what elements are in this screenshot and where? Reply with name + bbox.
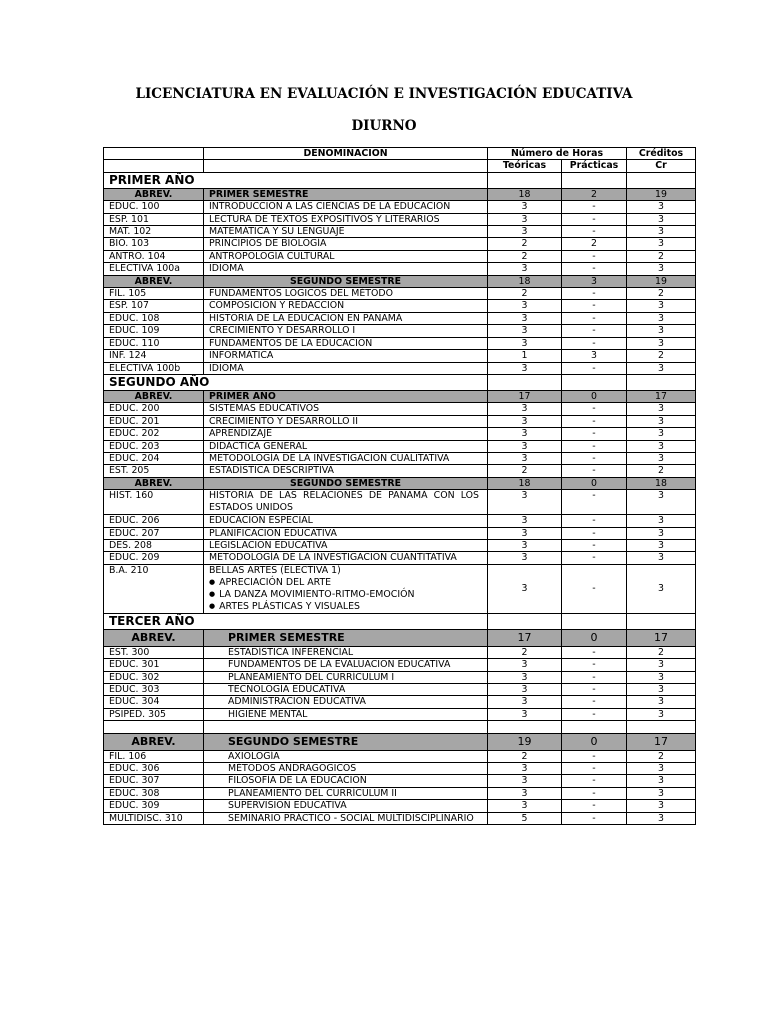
header-row-2 bbox=[104, 160, 696, 172]
course-name: HISTORIA DE LA EDUCACIÓN EN PANAMÁ bbox=[204, 312, 488, 324]
course-code: B.A. 210 bbox=[104, 564, 204, 613]
course-creditos: 3 bbox=[627, 452, 696, 464]
course-teoricas: 3 bbox=[488, 539, 562, 551]
course-name: ANTROPOLOGÍA CULTURAL bbox=[204, 250, 488, 262]
course-row bbox=[104, 452, 696, 464]
semester-row bbox=[104, 390, 696, 402]
course-name: PLANEAMIENTO DEL CURRÍCULUM II bbox=[204, 787, 488, 799]
course-practicas: - bbox=[562, 787, 627, 799]
course-name bbox=[204, 564, 488, 613]
semester-teoricas: 17 bbox=[488, 629, 562, 646]
course-row bbox=[104, 325, 696, 337]
course-name: COMPOSICIÓN Y REDACCIÓN bbox=[204, 300, 488, 312]
course-creditos: 3 bbox=[627, 213, 696, 225]
course-name: IDIOMA bbox=[204, 362, 488, 374]
course-practicas: - bbox=[562, 452, 627, 464]
course-teoricas: 3 bbox=[488, 312, 562, 324]
semester-practicas: 0 bbox=[562, 477, 627, 489]
course-creditos: 3 bbox=[627, 800, 696, 812]
course-name: CRECIMIENTO Y DESARROLLO II bbox=[204, 415, 488, 427]
course-row bbox=[104, 671, 696, 683]
course-practicas: - bbox=[562, 403, 627, 415]
course-name: SISTEMAS EDUCATIVOS bbox=[204, 403, 488, 415]
course-teoricas: 3 bbox=[488, 213, 562, 225]
course-row bbox=[104, 300, 696, 312]
course-name: LECTURA DE TEXTOS EXPOSITIVOS Y LITERARIOS bbox=[204, 213, 488, 225]
course-row bbox=[104, 775, 696, 787]
curriculum-table bbox=[103, 147, 696, 825]
course-name: SEMINARIO PRÁCTICO - SOCIAL MULTIDISCIPLINARIO bbox=[204, 812, 488, 824]
course-creditos: 3 bbox=[627, 263, 696, 275]
course-code: EDUC. 308 bbox=[104, 787, 204, 799]
course-name: LEGISLACIÓN EDUCATIVA bbox=[204, 539, 488, 551]
course-name-text: HISTORIA DE LAS RELACIONES DE PANAMÁ CON LOS ESTADOS UNIDOS bbox=[209, 490, 479, 514]
course-practicas: - bbox=[562, 325, 627, 337]
elective-option: ● ARTES PLÁSTICAS Y VISUALES bbox=[209, 601, 487, 613]
course-name: INFORMÁTICA bbox=[204, 350, 488, 362]
course-row bbox=[104, 238, 696, 250]
course-teoricas: 3 bbox=[488, 659, 562, 671]
course-code: DES. 208 bbox=[104, 539, 204, 551]
course-row bbox=[104, 337, 696, 349]
course-name: PRINCIPIOS DE BIOLOGÍA bbox=[204, 238, 488, 250]
course-practicas: - bbox=[562, 226, 627, 238]
course-row bbox=[104, 696, 696, 708]
course-name: SUPERVISIÓN EDUCATIVA bbox=[204, 800, 488, 812]
course-practicas: - bbox=[562, 300, 627, 312]
course-row bbox=[104, 226, 696, 238]
course-code: EDUC. 204 bbox=[104, 452, 204, 464]
course-teoricas: 3 bbox=[488, 415, 562, 427]
course-code: FIL. 106 bbox=[104, 750, 204, 762]
semester-teoricas: 19 bbox=[488, 733, 562, 750]
course-creditos: 3 bbox=[627, 428, 696, 440]
semester-teoricas: 18 bbox=[488, 188, 562, 200]
course-name: FUNDAMENTOS LÓGICOS DEL MÉTODO bbox=[204, 288, 488, 300]
course-name: FILOSOFÍA DE LA EDUCACIÓN bbox=[204, 775, 488, 787]
course-creditos: 3 bbox=[627, 201, 696, 213]
course-creditos: 3 bbox=[627, 775, 696, 787]
course-teoricas: 3 bbox=[488, 671, 562, 683]
course-name: DIDÁCTICA GENERAL bbox=[204, 440, 488, 452]
course-practicas: - bbox=[562, 659, 627, 671]
course-teoricas: 3 bbox=[488, 428, 562, 440]
course-teoricas: 3 bbox=[488, 775, 562, 787]
course-teoricas: 3 bbox=[488, 696, 562, 708]
course-code: INF. 124 bbox=[104, 350, 204, 362]
course-name: FUNDAMENTOS DE LA EDUCACIÓN bbox=[204, 337, 488, 349]
header-row-1 bbox=[104, 148, 696, 160]
course-code: ESP. 101 bbox=[104, 213, 204, 225]
semester-practicas: 0 bbox=[562, 629, 627, 646]
year-row bbox=[104, 374, 696, 390]
semester-abrev: ABREV. bbox=[104, 629, 204, 646]
course-name: ESTADÍSTICA INFERENCIAL bbox=[204, 646, 488, 658]
year-label: PRIMER AÑO bbox=[104, 172, 488, 188]
course-teoricas: 3 bbox=[488, 325, 562, 337]
course-practicas: 3 bbox=[562, 350, 627, 362]
semester-abrev: ABREV. bbox=[104, 477, 204, 489]
course-code: EDUC. 309 bbox=[104, 800, 204, 812]
course-row bbox=[104, 684, 696, 696]
course-code: MAT. 102 bbox=[104, 226, 204, 238]
course-row bbox=[104, 800, 696, 812]
course-teoricas: 2 bbox=[488, 750, 562, 762]
semester-teoricas: 17 bbox=[488, 390, 562, 402]
course-practicas: - bbox=[562, 440, 627, 452]
course-row bbox=[104, 763, 696, 775]
semester-creditos: 19 bbox=[627, 275, 696, 287]
course-teoricas: 3 bbox=[488, 452, 562, 464]
course-teoricas: 3 bbox=[488, 337, 562, 349]
course-row bbox=[104, 708, 696, 720]
document-title: LICENCIATURA EN EVALUACIÓN E INVESTIGACIÓN EDUCATIVA bbox=[135, 86, 633, 102]
course-creditos: 3 bbox=[627, 787, 696, 799]
course-practicas: - bbox=[562, 552, 627, 564]
course-code: EDUC. 201 bbox=[104, 415, 204, 427]
course-teoricas: 3 bbox=[488, 490, 562, 515]
course-creditos: 3 bbox=[627, 440, 696, 452]
course-name: TECNOLOGÍA EDUCATIVA bbox=[204, 684, 488, 696]
course-code: EDUC. 206 bbox=[104, 515, 204, 527]
year-row bbox=[104, 613, 696, 629]
course-row bbox=[104, 646, 696, 658]
course-practicas: - bbox=[562, 539, 627, 551]
course-code: EDUC. 209 bbox=[104, 552, 204, 564]
year-row bbox=[104, 172, 696, 188]
course-practicas: - bbox=[562, 564, 627, 613]
course-practicas: - bbox=[562, 515, 627, 527]
header-numero-horas: Número de Horas bbox=[488, 148, 627, 160]
header-denominacion: DENOMINACION bbox=[204, 148, 488, 160]
course-teoricas: 3 bbox=[488, 362, 562, 374]
course-name: FUNDAMENTOS DE LA EVALUACIÓN EDUCATIVA bbox=[204, 659, 488, 671]
course-creditos: 3 bbox=[627, 684, 696, 696]
semester-creditos: 17 bbox=[627, 629, 696, 646]
semester-creditos: 19 bbox=[627, 188, 696, 200]
course-name: METODOLOGÍA DE LA INVESTIGACIÓN CUANTITATIVA bbox=[204, 552, 488, 564]
course-practicas: - bbox=[562, 312, 627, 324]
course-row bbox=[104, 659, 696, 671]
course-creditos: 3 bbox=[627, 763, 696, 775]
course-teoricas: 3 bbox=[488, 763, 562, 775]
course-teoricas: 3 bbox=[488, 708, 562, 720]
course-practicas: - bbox=[562, 708, 627, 720]
course-row bbox=[104, 213, 696, 225]
course-practicas: - bbox=[562, 490, 627, 515]
course-name: METODOLOGÍA DE LA INVESTIGACIÓN CUALITATIVA bbox=[204, 452, 488, 464]
semester-creditos: 17 bbox=[627, 733, 696, 750]
course-practicas: - bbox=[562, 775, 627, 787]
course-practicas: - bbox=[562, 671, 627, 683]
year-label: TERCER AÑO bbox=[104, 613, 488, 629]
year-label: SEGUNDO AÑO bbox=[104, 374, 488, 390]
course-teoricas: 3 bbox=[488, 201, 562, 213]
course-practicas: 2 bbox=[562, 238, 627, 250]
semester-row bbox=[104, 188, 696, 200]
semester-name: PRIMER SEMESTRE bbox=[204, 629, 488, 646]
course-code: HIST. 160 bbox=[104, 490, 204, 515]
course-code: BIO. 103 bbox=[104, 238, 204, 250]
course-code: EDUC. 301 bbox=[104, 659, 204, 671]
course-practicas: - bbox=[562, 263, 627, 275]
semester-abrev: ABREV. bbox=[104, 390, 204, 402]
semester-abrev: ABREV. bbox=[104, 188, 204, 200]
course-creditos: 3 bbox=[627, 337, 696, 349]
course-teoricas: 2 bbox=[488, 465, 562, 477]
course-row bbox=[104, 350, 696, 362]
course-row bbox=[104, 362, 696, 374]
course-teoricas: 2 bbox=[488, 288, 562, 300]
course-practicas: - bbox=[562, 750, 627, 762]
course-teoricas: 3 bbox=[488, 263, 562, 275]
course-creditos: 3 bbox=[627, 415, 696, 427]
semester-name: SEGUNDO SEMESTRE bbox=[204, 275, 488, 287]
semester-name: PRIMER SEMESTRE bbox=[204, 188, 488, 200]
course-code: EDUC. 207 bbox=[104, 527, 204, 539]
course-row bbox=[104, 465, 696, 477]
course-row bbox=[104, 552, 696, 564]
course-creditos: 3 bbox=[627, 671, 696, 683]
course-row bbox=[104, 263, 696, 275]
course-name: APRENDIZAJE bbox=[204, 428, 488, 440]
course-row bbox=[104, 440, 696, 452]
course-name: ESTADÍSTICA DESCRIPTIVA bbox=[204, 465, 488, 477]
course-practicas: - bbox=[562, 646, 627, 658]
semester-name: SEGUNDO SEMESTRE bbox=[204, 477, 488, 489]
course-row bbox=[104, 201, 696, 213]
elective-option: ● LA DANZA MOVIMIENTO-RITMO-EMOCIÓN bbox=[209, 589, 487, 601]
course-code: EDUC. 304 bbox=[104, 696, 204, 708]
course-code: ELECTIVA 100b bbox=[104, 362, 204, 374]
course-practicas: - bbox=[562, 201, 627, 213]
course-code: FIL. 105 bbox=[104, 288, 204, 300]
course-name: INTRODUCCIÓN A LAS CIENCIAS DE LA EDUCACIÓN bbox=[204, 201, 488, 213]
semester-practicas: 0 bbox=[562, 733, 627, 750]
course-code: EDUC. 307 bbox=[104, 775, 204, 787]
course-code: MULTIDISC. 310 bbox=[104, 812, 204, 824]
course-teoricas: 3 bbox=[488, 552, 562, 564]
course-teoricas: 5 bbox=[488, 812, 562, 824]
course-name: IDIOMA bbox=[204, 263, 488, 275]
course-creditos: 3 bbox=[627, 403, 696, 415]
course-code: ELECTIVA 100a bbox=[104, 263, 204, 275]
course-creditos: 3 bbox=[627, 312, 696, 324]
course-teoricas: 2 bbox=[488, 250, 562, 262]
course-creditos: 3 bbox=[627, 564, 696, 613]
course-code: EDUC. 202 bbox=[104, 428, 204, 440]
course-code: EDUC. 110 bbox=[104, 337, 204, 349]
course-teoricas: 3 bbox=[488, 300, 562, 312]
course-teoricas: 3 bbox=[488, 440, 562, 452]
semester-creditos: 17 bbox=[627, 390, 696, 402]
course-creditos: 2 bbox=[627, 250, 696, 262]
course-name: HIGIENE MENTAL bbox=[204, 708, 488, 720]
course-row bbox=[104, 415, 696, 427]
semester-creditos: 18 bbox=[627, 477, 696, 489]
course-practicas: - bbox=[562, 763, 627, 775]
header-cr: Cr bbox=[627, 160, 696, 172]
course-code: EDUC. 302 bbox=[104, 671, 204, 683]
header-teoricas: Teóricas bbox=[488, 160, 562, 172]
course-creditos: 3 bbox=[627, 708, 696, 720]
semester-abrev: ABREV. bbox=[104, 733, 204, 750]
course-name: MATEMÁTICA Y SU LENGUAJE bbox=[204, 226, 488, 238]
document-subtitle: DIURNO bbox=[351, 118, 417, 134]
course-creditos: 3 bbox=[627, 362, 696, 374]
course-row bbox=[104, 527, 696, 539]
course-creditos: 2 bbox=[627, 288, 696, 300]
course-row bbox=[104, 515, 696, 527]
course-creditos: 3 bbox=[627, 539, 696, 551]
course-name: ADMINISTRACIÓN EDUCATIVA bbox=[204, 696, 488, 708]
semester-practicas: 2 bbox=[562, 188, 627, 200]
course-row bbox=[104, 490, 696, 515]
semester-row bbox=[104, 275, 696, 287]
course-practicas: - bbox=[562, 288, 627, 300]
course-code: EDUC. 200 bbox=[104, 403, 204, 415]
course-practicas: - bbox=[562, 684, 627, 696]
course-creditos: 2 bbox=[627, 465, 696, 477]
course-code: EST. 300 bbox=[104, 646, 204, 658]
course-practicas: - bbox=[562, 250, 627, 262]
course-practicas: - bbox=[562, 337, 627, 349]
spacer-row bbox=[104, 721, 696, 733]
course-name-text: BELLAS ARTES (ELECTIVA 1) bbox=[209, 564, 341, 576]
course-teoricas: 3 bbox=[488, 403, 562, 415]
semester-row bbox=[104, 629, 696, 646]
course-practicas: - bbox=[562, 213, 627, 225]
course-creditos: 3 bbox=[627, 300, 696, 312]
course-row bbox=[104, 564, 696, 613]
semester-abrev: ABREV. bbox=[104, 275, 204, 287]
course-practicas: - bbox=[562, 465, 627, 477]
course-teoricas: 3 bbox=[488, 800, 562, 812]
course-practicas: - bbox=[562, 696, 627, 708]
course-code: ANTRO. 104 bbox=[104, 250, 204, 262]
course-creditos: 2 bbox=[627, 750, 696, 762]
course-code: ESP. 107 bbox=[104, 300, 204, 312]
course-creditos: 2 bbox=[627, 646, 696, 658]
course-code: EDUC. 306 bbox=[104, 763, 204, 775]
course-row bbox=[104, 539, 696, 551]
course-teoricas: 3 bbox=[488, 787, 562, 799]
course-teoricas: 3 bbox=[488, 515, 562, 527]
course-name: PLANEAMIENTO DEL CURRÍCULUM I bbox=[204, 671, 488, 683]
course-creditos: 3 bbox=[627, 527, 696, 539]
course-code: EDUC. 100 bbox=[104, 201, 204, 213]
semester-name: PRIMER AÑO bbox=[204, 390, 488, 402]
course-code: PSIPED. 305 bbox=[104, 708, 204, 720]
course-creditos: 3 bbox=[627, 515, 696, 527]
course-practicas: - bbox=[562, 527, 627, 539]
course-teoricas: 3 bbox=[488, 226, 562, 238]
header-practicas: Prácticas bbox=[562, 160, 627, 172]
course-row bbox=[104, 812, 696, 824]
course-teoricas: 3 bbox=[488, 684, 562, 696]
course-creditos: 3 bbox=[627, 490, 696, 515]
course-teoricas: 3 bbox=[488, 527, 562, 539]
course-code: EST. 205 bbox=[104, 465, 204, 477]
elective-option: ● APRECIACIÓN DEL ARTE bbox=[209, 577, 487, 589]
course-code: EDUC. 109 bbox=[104, 325, 204, 337]
course-creditos: 3 bbox=[627, 696, 696, 708]
course-practicas: - bbox=[562, 415, 627, 427]
course-teoricas: 3 bbox=[488, 564, 562, 613]
course-row bbox=[104, 787, 696, 799]
course-creditos: 3 bbox=[627, 552, 696, 564]
course-creditos: 2 bbox=[627, 350, 696, 362]
course-creditos: 3 bbox=[627, 226, 696, 238]
header-creditos: Créditos bbox=[627, 148, 696, 160]
course-creditos: 3 bbox=[627, 238, 696, 250]
course-teoricas: 1 bbox=[488, 350, 562, 362]
course-name: AXIOLOGÍA bbox=[204, 750, 488, 762]
course-practicas: - bbox=[562, 800, 627, 812]
semester-name: SEGUNDO SEMESTRE bbox=[204, 733, 488, 750]
course-name: PLANIFICACIÓN EDUCATIVA bbox=[204, 527, 488, 539]
course-row bbox=[104, 250, 696, 262]
semester-row bbox=[104, 733, 696, 750]
course-name: MÉTODOS ANDRAGÓGICOS bbox=[204, 763, 488, 775]
semester-row bbox=[104, 477, 696, 489]
semester-teoricas: 18 bbox=[488, 275, 562, 287]
semester-practicas: 3 bbox=[562, 275, 627, 287]
elective-options-list bbox=[209, 577, 487, 613]
course-creditos: 3 bbox=[627, 812, 696, 824]
course-teoricas: 2 bbox=[488, 238, 562, 250]
course-code: EDUC. 303 bbox=[104, 684, 204, 696]
course-name: EDUCACIÓN ESPECIAL bbox=[204, 515, 488, 527]
course-code: EDUC. 203 bbox=[104, 440, 204, 452]
course-row bbox=[104, 288, 696, 300]
course-row bbox=[104, 312, 696, 324]
course-creditos: 3 bbox=[627, 659, 696, 671]
course-teoricas: 2 bbox=[488, 646, 562, 658]
course-practicas: - bbox=[562, 362, 627, 374]
course-row bbox=[104, 750, 696, 762]
semester-practicas: 0 bbox=[562, 390, 627, 402]
course-practicas: - bbox=[562, 812, 627, 824]
course-row bbox=[104, 428, 696, 440]
course-name: CRECIMIENTO Y DESARROLLO I bbox=[204, 325, 488, 337]
semester-teoricas: 18 bbox=[488, 477, 562, 489]
course-practicas: - bbox=[562, 428, 627, 440]
course-code: EDUC. 108 bbox=[104, 312, 204, 324]
course-row bbox=[104, 403, 696, 415]
course-creditos: 3 bbox=[627, 325, 696, 337]
course-name bbox=[204, 490, 488, 515]
